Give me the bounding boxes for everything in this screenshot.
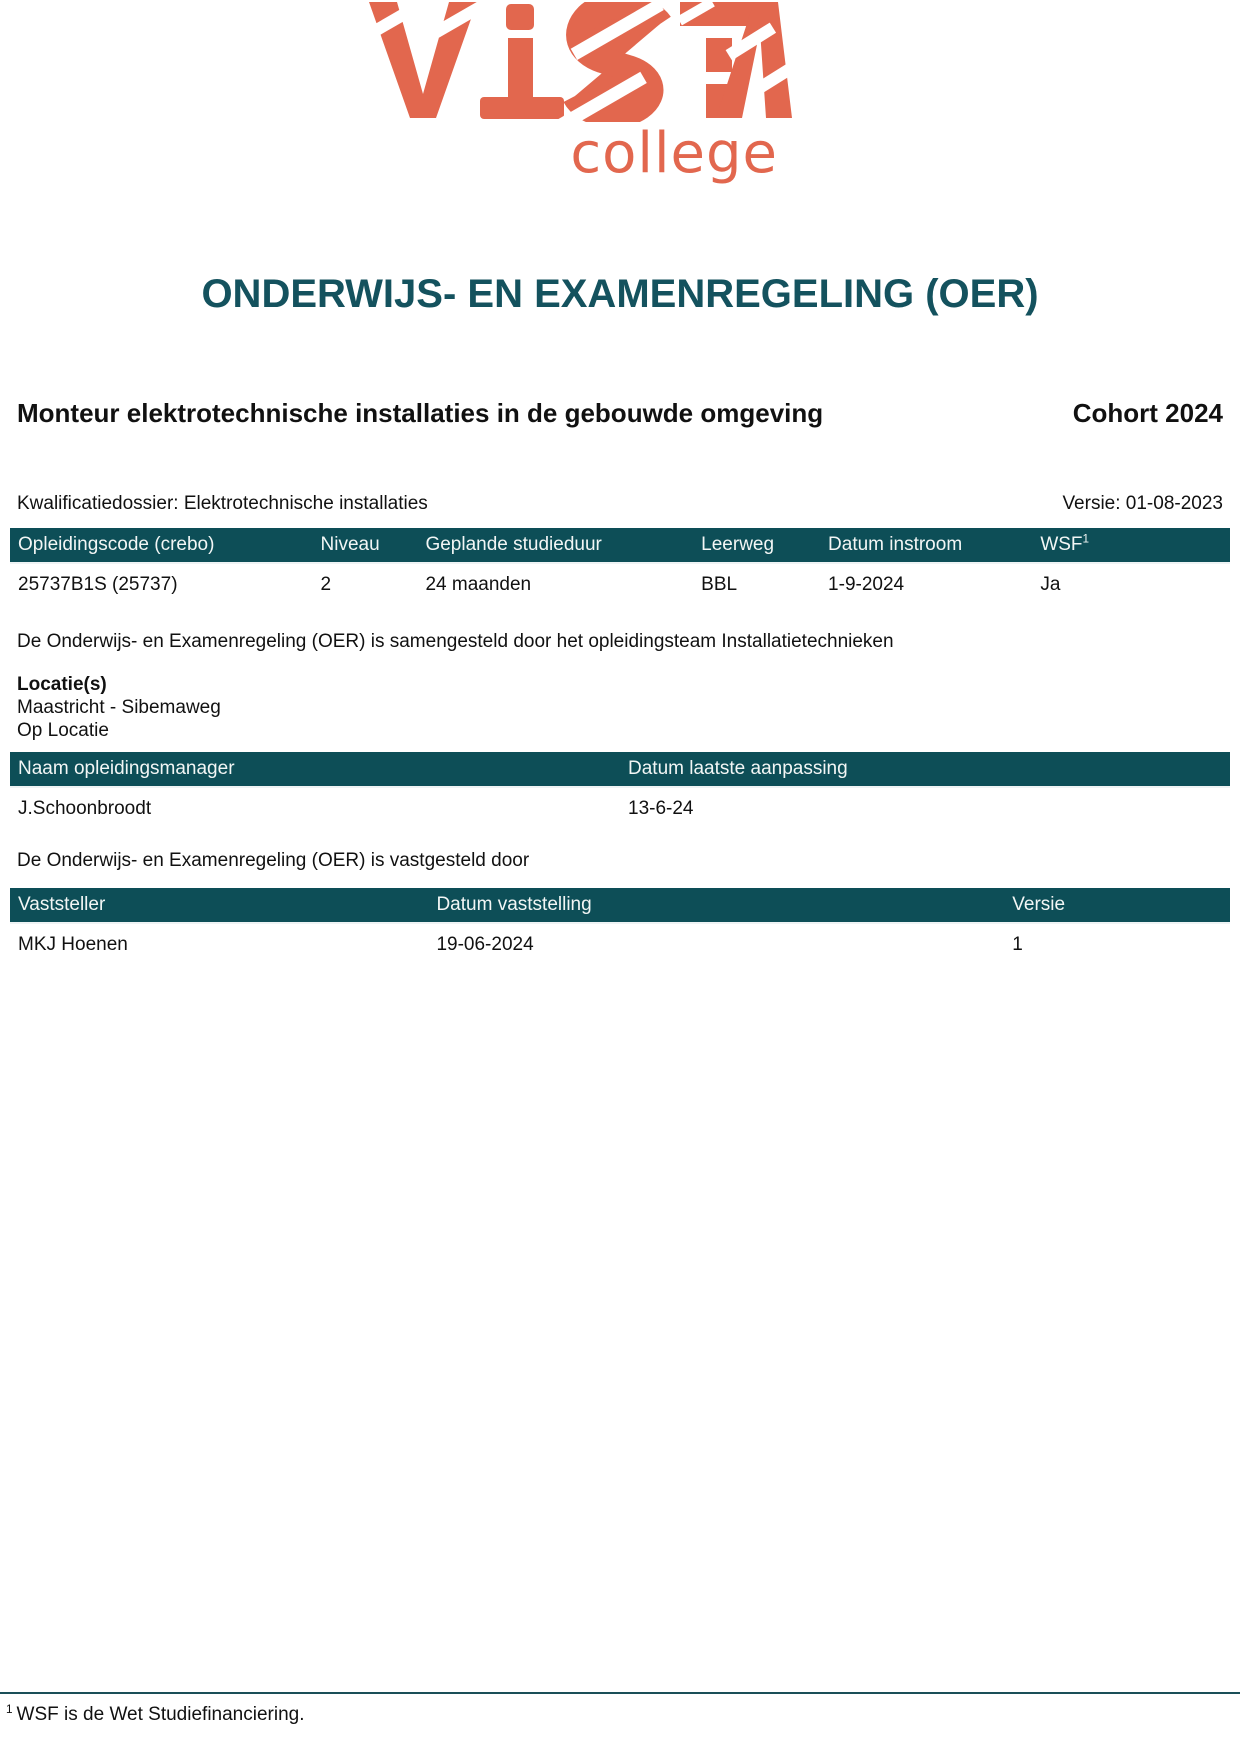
table-row <box>10 563 1230 606</box>
footnote-text: WSF is de Wet Studiefinanciering. <box>16 1704 305 1725</box>
program-header <box>17 398 1223 429</box>
footnote <box>6 1704 305 1726</box>
footnote-divider <box>0 1692 1240 1694</box>
column-header-laatste-aanpassing: Datum laatste aanpassing <box>620 752 1230 787</box>
logo-letter-s <box>554 2 664 122</box>
cell-versie: 1 <box>1012 934 1023 955</box>
document-title: ONDERWIJS- EN EXAMENREGELING (OER) <box>201 272 1039 316</box>
vista-college-logo <box>330 2 792 186</box>
column-header-vaststeller: Vaststeller <box>10 888 428 923</box>
manager-table <box>10 752 1230 830</box>
logo-letter-i <box>480 4 564 119</box>
program-name: Monteur elektrotechnische installaties in de gebouwde omgeving <box>17 398 824 428</box>
approval-table <box>10 888 1230 966</box>
vista-wordmark-icon <box>330 2 792 122</box>
program-subheader <box>17 493 1223 515</box>
column-header-datum-instroom: Datum instroom <box>820 528 1032 563</box>
location-item: Maastricht - Sibemaweg <box>17 697 221 718</box>
cell-vaststeller: MKJ Hoenen <box>18 934 128 955</box>
cell-leerweg: BBL <box>701 574 738 595</box>
cell-datum-instroom: 1-9-2024 <box>828 574 905 595</box>
cell-laatste-aanpassing: 13-6-24 <box>628 798 694 819</box>
approved-by-text: De Onderwijs- en Examenregeling (OER) is vastgesteld door <box>17 850 530 871</box>
table-header-row <box>10 888 1230 923</box>
table-header-row <box>10 752 1230 787</box>
column-header-opleidingscode: Opleidingscode (crebo) <box>10 528 313 563</box>
cell-niveau: 2 <box>320 574 332 595</box>
locations-label: Locatie(s) <box>17 674 107 695</box>
version-label: Versie: 01-08-2023 <box>1062 493 1223 514</box>
column-header-datum-vaststelling: Datum vaststelling <box>428 888 1004 923</box>
locations-section <box>17 673 221 742</box>
table-row <box>10 787 1230 830</box>
table-header-row <box>10 528 1230 563</box>
composed-by-text: De Onderwijs- en Examenregeling (OER) is samengesteld door het opleidingsteam Installatietechnieken <box>17 631 894 652</box>
cohort-label: Cohort 2024 <box>1072 398 1223 428</box>
program-details-table <box>10 528 1230 606</box>
column-header-leerweg: Leerweg <box>693 528 820 563</box>
column-header-versie: Versie <box>1004 888 1230 923</box>
logo-subbrand: college <box>570 121 778 186</box>
column-header-wsf: WSF$^1$ <box>1032 528 1230 563</box>
cell-wsf: Ja <box>1040 574 1061 595</box>
qualification-dossier: Kwalificatiedossier: Elektrotechnische installaties <box>17 493 428 514</box>
cell-opleidingscode: 25737B1S (25737) <box>18 574 178 595</box>
location-item: Op Locatie <box>17 720 109 741</box>
table-row <box>10 923 1230 966</box>
column-header-opleidingsmanager: Naam opleidingsmanager <box>10 752 620 787</box>
footnote-marker: 1 <box>6 1702 13 1716</box>
wsf-footnote-marker: 1 <box>1082 532 1090 546</box>
cell-opleidingsmanager: J.Schoonbroodt <box>18 798 152 819</box>
logo-letter-v <box>359 2 489 118</box>
column-header-niveau: Niveau <box>313 528 418 563</box>
cell-studieduur: 24 maanden <box>425 574 532 595</box>
cell-datum-vaststelling: 19-06-2024 <box>436 934 534 955</box>
column-header-studieduur: Geplande studieduur <box>417 528 693 563</box>
